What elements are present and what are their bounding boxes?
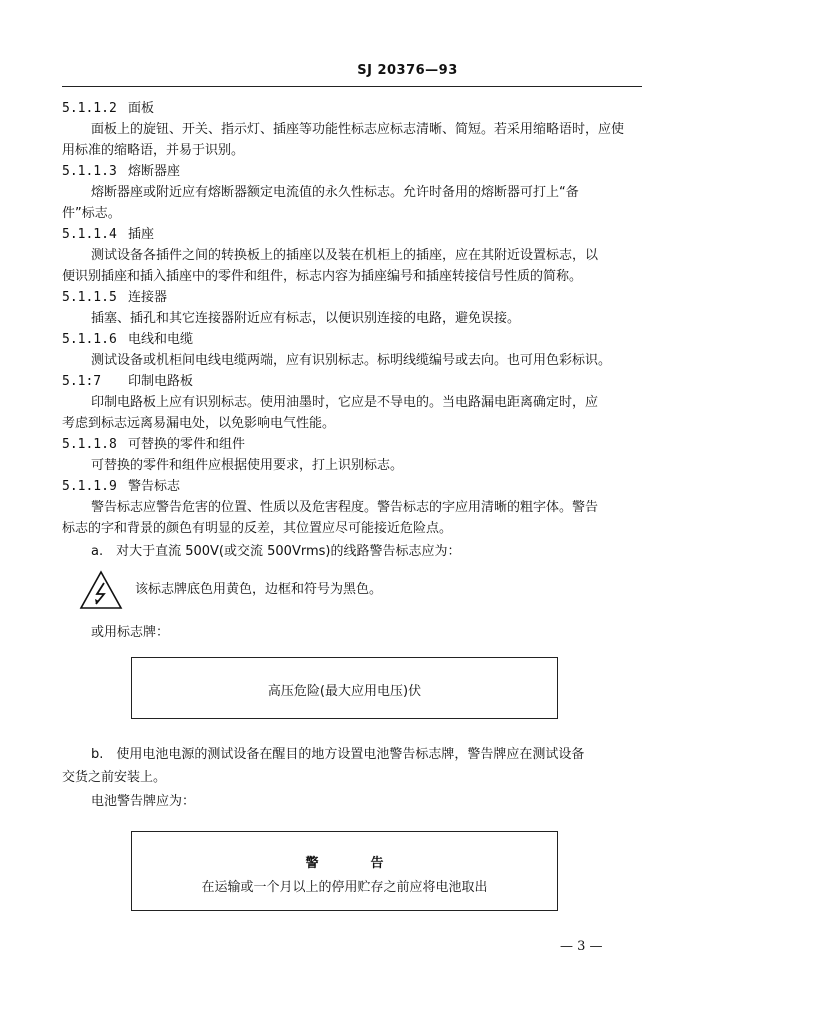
section-number: 5.1.1.6 xyxy=(62,332,117,347)
battery-warning-sign-box xyxy=(131,831,558,911)
section-number: 5.1.1.4 xyxy=(62,227,117,242)
section-title: 印制电路板 xyxy=(128,374,194,389)
section-number: 5.1.1.2 xyxy=(62,101,117,116)
paragraph-line: 插塞、插孔和其它连接器附近应有标志，以便识别连接的电路，避免误接。 xyxy=(91,311,521,326)
section-title: 插座 xyxy=(128,227,155,242)
battery-sign-intro: 电池警告牌应为： xyxy=(91,794,196,809)
paragraph-line: 件”标志。 xyxy=(62,206,121,221)
section-number: 5.1.1.9 xyxy=(62,479,117,494)
section-5-1-1-3 xyxy=(62,160,180,179)
paragraph-line: 测试设备或机柜间电线电缆两端，应有识别标志。标明线缆编号或去向。也可用色彩标识。 xyxy=(91,353,612,368)
section-title: 警告标志 xyxy=(128,479,181,494)
section-title: 面板 xyxy=(128,101,155,116)
section-number: 5.1.1.8 xyxy=(62,437,117,452)
section-title: 熔断器座 xyxy=(128,164,181,179)
section-number: 5.1.1.5 xyxy=(62,290,117,305)
high-voltage-warning-icon xyxy=(79,570,123,610)
battery-warning-title: 警 告 xyxy=(305,856,384,871)
paragraph-line: 便识别插座和插入插座中的零件和组件，标志内容为插座编号和插座转接信号性质的简称。 xyxy=(62,269,583,284)
paragraph-line: 熔断器座或附近应有熔断器额定电流值的永久性标志。允许时备用的熔断器可打上“备 xyxy=(91,185,579,200)
high-voltage-sign-text: 高压危险(最大应用电压)伏 xyxy=(267,684,422,699)
paragraph-line: 考虑到标志远离易漏电处，以免影响电气性能。 xyxy=(62,416,336,431)
symbol-description: 该标志牌底色用黄色，边框和符号为黑色。 xyxy=(135,582,383,597)
paragraph-line: 用标准的缩略语，并易于识别。 xyxy=(62,143,245,158)
section-title: 电线和电缆 xyxy=(128,332,194,347)
paragraph-line: 交货之前安装上。 xyxy=(62,770,167,785)
list-item-a: a. 对大于直流 500V(或交流 500Vrms)的线路警告标志应为： xyxy=(91,544,461,559)
section-title: 连接器 xyxy=(128,290,168,305)
header-rule xyxy=(62,86,642,87)
section-number: 5.1.1.3 xyxy=(62,164,117,179)
paragraph-line: 警告标志应警告危害的位置、性质以及危害程度。警告标志的字应用清晰的粗字体。警告 xyxy=(91,500,599,515)
section-5-1-1-8 xyxy=(62,433,245,452)
or-use-sign-text: 或用标志牌： xyxy=(91,625,170,640)
list-item-b: b. 使用电池电源的测试设备在醒目的地方设置电池警告标志牌，警告牌应在测试设备 xyxy=(91,747,585,762)
high-voltage-sign-box xyxy=(131,657,558,719)
section-number: 5.1:7 xyxy=(62,374,102,389)
section-5-1-1-2 xyxy=(62,97,154,116)
paragraph-line: 面板上的旋钮、开关、指示灯、插座等功能性标志应标志清晰、简短。若采用缩略语时，应使 xyxy=(91,122,625,137)
paragraph-line: 可替换的零件和组件应根据使用要求，打上识别标志。 xyxy=(91,458,404,473)
section-title: 可替换的零件和组件 xyxy=(128,437,246,452)
battery-warning-text: 在运输或一个月以上的停用贮存之前应将电池取出 xyxy=(201,880,488,895)
section-5-1-1-4 xyxy=(62,223,154,242)
paragraph-line: 印制电路板上应有识别标志。使用油墨时，它应是不导电的。当电路漏电距离确定时，应 xyxy=(91,395,599,410)
paragraph-line: 测试设备各插件之间的转换板上的插座以及装在机柜上的插座，应在其附近设置标志，以 xyxy=(91,248,599,263)
section-5-1-1-5 xyxy=(62,286,167,305)
standard-code-header: SJ 20376—93 xyxy=(357,63,458,78)
paragraph-line: 标志的字和背景的颜色有明显的反差，其位置应尽可能接近危险点。 xyxy=(62,521,453,536)
section-5-1-1-7 xyxy=(62,370,193,389)
section-5-1-1-9 xyxy=(62,475,180,494)
section-5-1-1-6 xyxy=(62,328,193,347)
page-number: — 3 — xyxy=(560,939,603,954)
